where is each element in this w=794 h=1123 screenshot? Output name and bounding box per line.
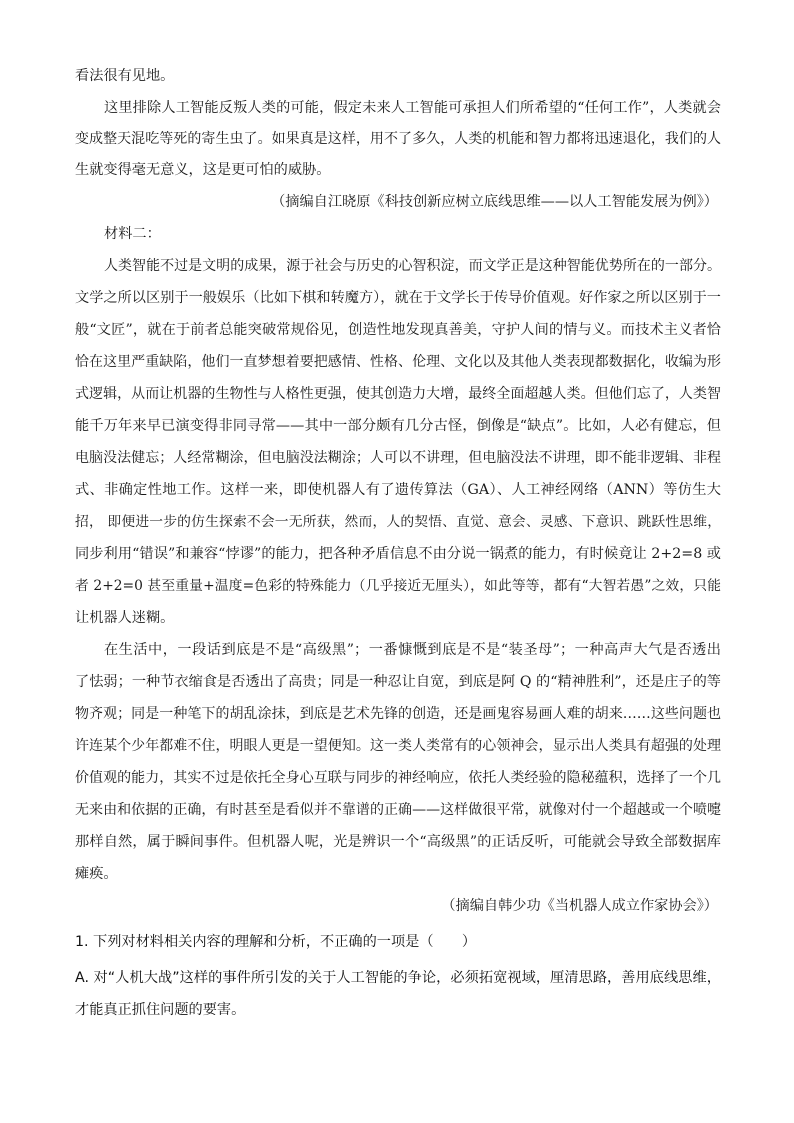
paragraph-line: 在生活中，一段话到底是不是“高级黑”；一番慷慨到底是不是“装圣母”；一种高声大气是否透出: [104, 642, 721, 658]
question-stem: 1. 下列对材料相关内容的理解和分析，不正确的一项是（ ）: [75, 934, 477, 950]
paragraph-line: 能千万年来早已演变得非同寻常——其中一部分颇有几分古怪，倒像是“缺点”。比如，人必有健忘，但: [75, 418, 721, 434]
paragraph-line: 价值观的能力，其实不过是依托全身心互联与同步的神经响应，依托人类经验的隐秘蕴积，选择了一个几: [75, 770, 721, 786]
paragraph-line: 看法很有见地。: [75, 68, 175, 84]
paragraph-line: 式逻辑，从而让机器的生物性与人格性更强，使其创造力大增，最终全面超越人类。但他们忘了，人类智: [75, 386, 721, 402]
paragraph-line: 这里排除人工智能反叛人类的可能，假定未来人工智能可承担人们所希望的“任何工作”，人类就会: [104, 100, 721, 116]
paragraph-line: 恰在这里严重缺陷，他们一直梦想着要把感情、性格、伦理、文化以及其他人类表现都数据化，收编为形: [75, 354, 721, 370]
paragraph-line: 电脑没法健忘；人经常糊涂，但电脑没法糊涂；人可以不讲理，但电脑没法不讲理，即不能非逻辑、非程: [75, 450, 721, 466]
paragraph-line: 那样自然，属于瞬间事件。但机器人呢，光是辨识一个“高级黑”的正话反听，可能就会导致全部数据库: [75, 834, 721, 850]
section-heading: 材料二：: [104, 226, 161, 242]
paragraph-line: 式、非确定性地工作。这样一来，即使机器人有了遗传算法（GA）、人工神经网络（ANN）等仿生大: [75, 482, 721, 498]
paragraph-line: 文学之所以区别于一般娱乐（比如下棋和转魔方），就在于文学长于传导价值观。好作家之所以区别于一: [75, 290, 721, 306]
paragraph-line: 让机器人迷糊。: [75, 610, 175, 626]
paragraph-line: 人类智能不过是文明的成果，源于社会与历史的心智积淀，而文学正是这种智能优势所在的一部分。: [104, 258, 721, 274]
paragraph-line: 无来由和依据的正确，有时甚至是看似并不靠谱的正确——这样做很平常，就像对付一个超越或一个喷嚏: [75, 802, 721, 818]
paragraph-line: 同步利用“错误”和兼容“悖谬”的能力，把各种矛盾信息不由分说一锅煮的能力，有时候竟让 2+2=8 或: [75, 546, 721, 562]
paragraph-line: 生就变得毫无意义，这是更可怕的威胁。: [75, 162, 331, 178]
paragraph-line: 许连某个少年都难不住，明眼人更是一望便知。这一类人类常有的心领神会，显示出人类具有超强的处理: [75, 738, 721, 754]
paragraph-line: 招， 即便进一步的仿生探索不会一无所获，然而，人的契悟、直觉、意会、灵感、下意识、跳跃性思维，: [75, 514, 721, 530]
paragraph-line: 物齐观；同是一种笔下的胡乱涂抹，到底是艺术先锋的创造，还是画鬼容易画人难的胡来……这些问题也: [75, 706, 721, 722]
paragraph-line: 变成整天混吃等死的寄生虫了。如果真是这样，用不了多久，人类的机能和智力都将迅速退化，我们的人: [75, 131, 721, 147]
source-citation: （摘编自韩少功《当机器人成立作家协会》）: [441, 898, 718, 914]
option-a-line: 才能真正抓住问题的要害。: [75, 1002, 246, 1018]
paragraph-line: 了怯弱；一种节衣缩食是否透出了高贵；同是一种忍让自宽，到底是阿 Q 的“精神胜利”，还是庄子的等: [75, 674, 721, 690]
option-a-line: A. 对“人机大战”这样的事件所引发的关于人工智能的争论，必须拓宽视域，厘清思路，善用底线思维，: [75, 970, 721, 986]
paragraph-line: 般“文匠”，就在于前者总能突破常规俗见，创造性地发现真善美，守护人间的情与义。而技术主义者恰: [75, 322, 721, 338]
paragraph-line: 者 2+2=0 甚至重量+温度=色彩的特殊能力（几乎接近无厘头），如此等等，都有“大智若愚”之效，只能: [75, 578, 721, 594]
paragraph-line: 瘫痪。: [75, 866, 118, 882]
source-citation: （摘编自江晓原《科技创新应树立底线思维——以人工智能发展为例》）: [271, 194, 718, 210]
